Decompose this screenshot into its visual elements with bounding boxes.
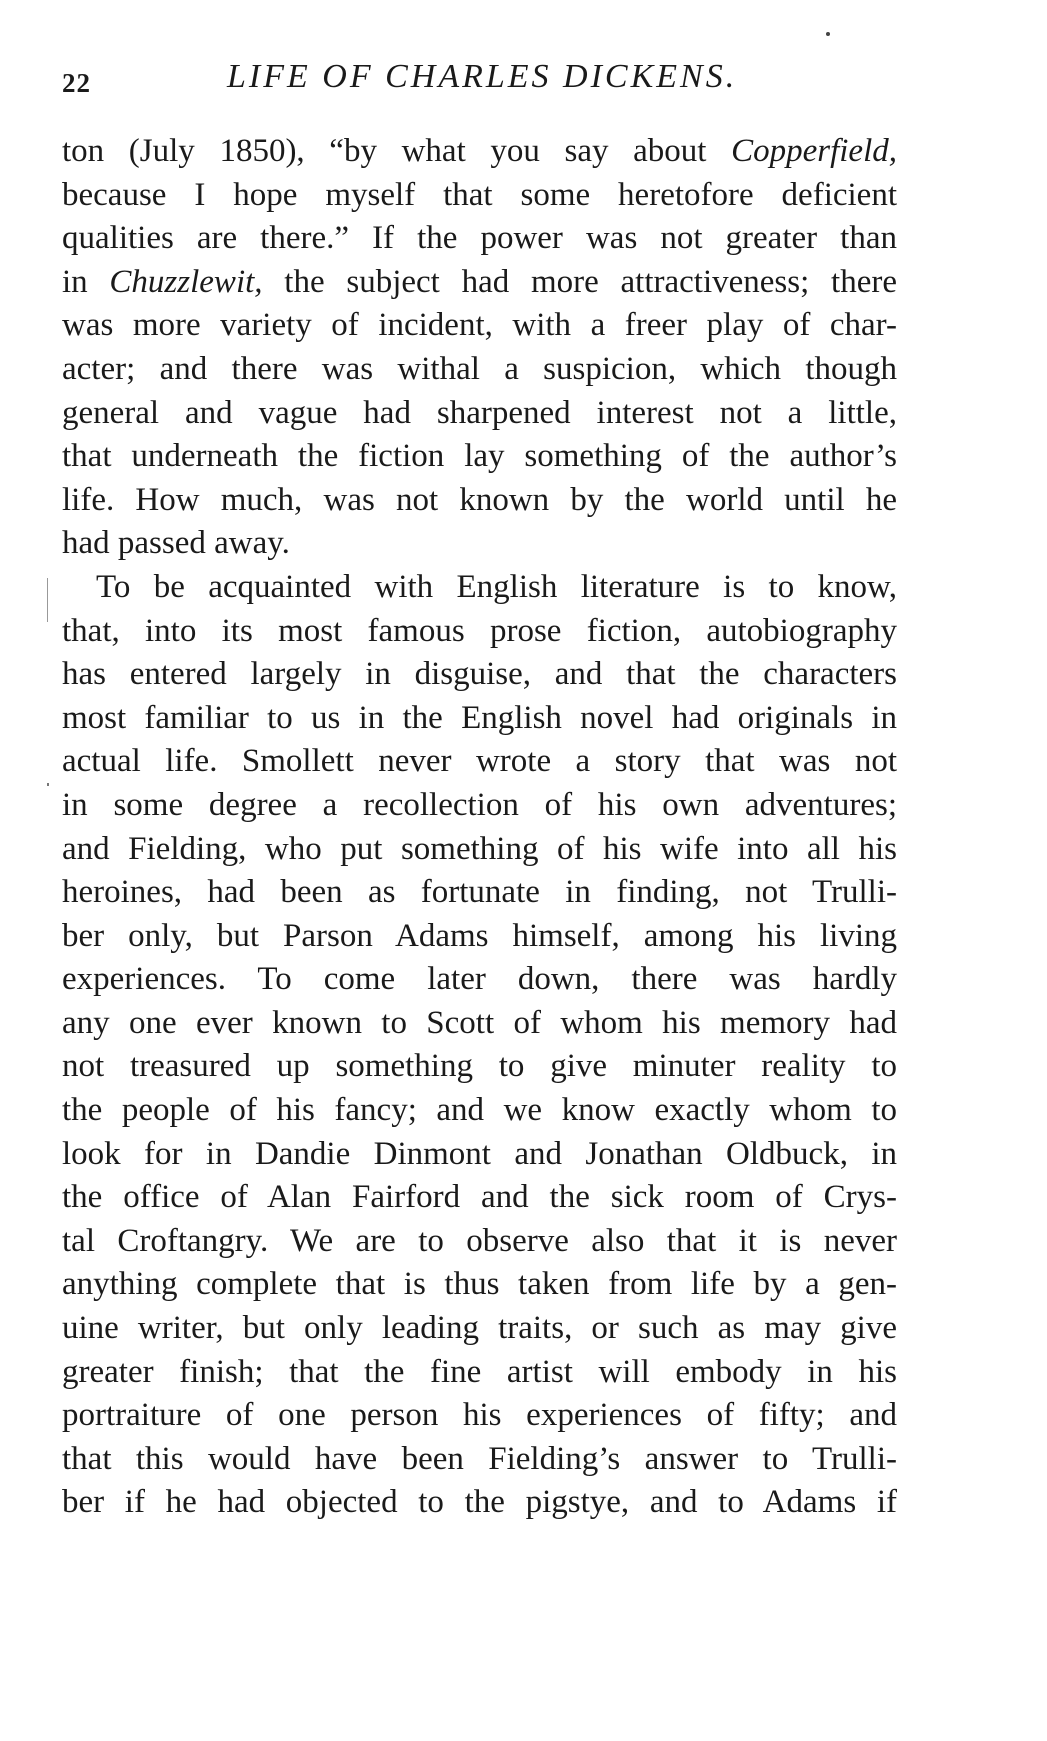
text-line bbox=[62, 348, 897, 392]
page-number: 22 bbox=[62, 68, 91, 98]
text-run: acter; and there was withal a suspicion, which though bbox=[62, 350, 897, 387]
text-run: anything complete that is thus taken from life by a gen- bbox=[62, 1266, 897, 1303]
text-run: uine writer, but only leading traits, or such as may give bbox=[62, 1310, 897, 1347]
text-line bbox=[62, 479, 897, 523]
text-run: any one ever known to Scott of whom his memory had bbox=[62, 1004, 897, 1041]
text-line bbox=[62, 1307, 897, 1351]
text-line bbox=[62, 1351, 897, 1395]
text-run: because I hope myself that some heretofore deficient bbox=[62, 176, 897, 213]
text-run: look for in Dandie Dinmont and Jonathan Oldbuck, in bbox=[62, 1135, 897, 1172]
text-line bbox=[62, 174, 897, 218]
page-header bbox=[62, 58, 902, 108]
text-run: that this would have been Fielding’s answer to Trulli- bbox=[62, 1440, 897, 1477]
scan-speck bbox=[47, 578, 48, 622]
text-run: in bbox=[62, 263, 110, 300]
text-run: was more variety of incident, with a freer play of char- bbox=[62, 307, 897, 344]
text-run: life. How much, was not known by the world until he bbox=[62, 481, 897, 518]
text-line bbox=[62, 697, 897, 741]
text-line bbox=[62, 653, 897, 697]
text-run: had passed away. bbox=[62, 525, 290, 562]
text-run: ton (July 1850), “by what you say about bbox=[62, 133, 732, 169]
text-line bbox=[62, 130, 897, 174]
text-run: in some degree a recollection of his own adventures; bbox=[62, 786, 897, 823]
text-run: the office of Alan Fairford and the sick room of Crys- bbox=[62, 1179, 897, 1216]
body-text bbox=[62, 130, 897, 1525]
text-line bbox=[62, 915, 897, 959]
text-run: most familiar to us in the English novel had originals in bbox=[62, 699, 897, 736]
text-run: tal Croftangry. We are to observe also that it is never bbox=[62, 1222, 897, 1259]
text-line bbox=[62, 1176, 897, 1220]
text-run: the subject had more attractiveness; there bbox=[262, 263, 897, 300]
text-run: heroines, had been as fortunate in finding, not Trulli- bbox=[62, 874, 897, 911]
text-line bbox=[62, 435, 897, 479]
text-run: that, into its most famous prose fiction, autobiography bbox=[62, 612, 897, 649]
text-run: greater finish; that the fine artist will embody in his bbox=[62, 1353, 897, 1390]
text-line bbox=[62, 871, 897, 915]
text-line bbox=[62, 1045, 897, 1089]
text-run: actual life. Smollett never wrote a story that was not bbox=[62, 743, 897, 780]
text-run: that underneath the fiction lay something of the author’s bbox=[62, 438, 897, 475]
text-run: not treasured up something to give minuter reality to bbox=[62, 1048, 897, 1085]
running-head: LIFE OF CHARLES DICKENS. bbox=[227, 58, 738, 95]
text-run: ber if he had objected to the pigstye, and to Adams if bbox=[62, 1484, 897, 1521]
text-line bbox=[62, 1002, 897, 1046]
text-run: qualities are there.” If the power was not greater than bbox=[62, 220, 897, 257]
text-line bbox=[62, 1438, 897, 1482]
scan-speck bbox=[826, 32, 830, 36]
text-line bbox=[62, 1263, 897, 1307]
text-line bbox=[62, 784, 897, 828]
text-line bbox=[62, 1481, 897, 1525]
text-line bbox=[62, 1133, 897, 1177]
text-run: experiences. To come later down, there was hardly bbox=[62, 961, 897, 998]
text-line bbox=[62, 740, 897, 784]
text-line bbox=[62, 522, 897, 566]
text-run: portraiture of one person his experiences of fifty; and bbox=[62, 1397, 897, 1434]
text-run: ber only, but Parson Adams himself, among his living bbox=[62, 917, 897, 954]
text-line bbox=[62, 1394, 897, 1438]
text-line bbox=[62, 304, 897, 348]
scan-speck bbox=[47, 783, 49, 786]
text-run: To be acquainted with English literature is to know, bbox=[96, 568, 897, 605]
text-line bbox=[62, 828, 897, 872]
text-line bbox=[62, 392, 897, 436]
text-line bbox=[62, 610, 897, 654]
text-line bbox=[62, 958, 897, 1002]
text-line bbox=[62, 566, 897, 610]
text-line bbox=[62, 1089, 897, 1133]
text-run: and Fielding, who put something of his wife into all his bbox=[62, 830, 897, 867]
text-run: has entered largely in disguise, and that the characters bbox=[62, 656, 897, 693]
italic-title: Copperfield, bbox=[731, 133, 897, 169]
text-run: the people of his fancy; and we know exactly whom to bbox=[62, 1092, 897, 1129]
text-line bbox=[62, 217, 897, 261]
text-line bbox=[62, 1220, 897, 1264]
text-line bbox=[62, 261, 897, 305]
text-run: general and vague had sharpened interest not a little, bbox=[62, 394, 897, 431]
italic-title: Chuzzlewit, bbox=[109, 263, 263, 300]
